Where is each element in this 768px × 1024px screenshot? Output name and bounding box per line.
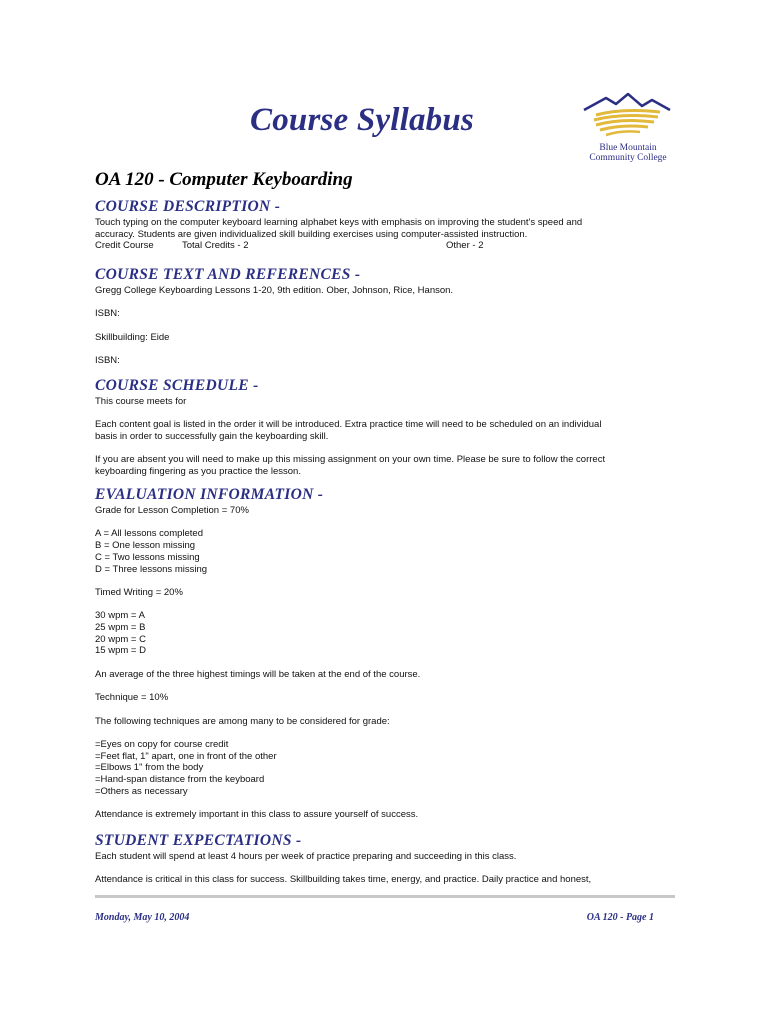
grade-line-a: A = All lessons completed xyxy=(95,528,203,540)
credits-row xyxy=(95,240,675,252)
expectations-line-1: Each student will spend at least 4 hours per week of practice preparing and succeeding in this class. xyxy=(95,851,517,862)
logo-caption xyxy=(582,143,674,163)
student-expectations-section xyxy=(95,831,675,886)
technique-item-1: =Eyes on copy for course credit xyxy=(95,738,229,750)
logo-line-1: Blue Mountain xyxy=(599,143,657,153)
wpm-line-c: 20 wpm = C xyxy=(95,633,146,645)
page-title: Course Syllabus xyxy=(250,102,474,138)
isbn-line-1: ISBN: xyxy=(95,308,120,320)
schedule-line-1: This course meets for xyxy=(95,396,187,407)
college-logo xyxy=(582,88,674,168)
footer-date: Monday, May 10, 2004 xyxy=(95,912,190,923)
technique-line: Technique = 10% xyxy=(95,692,169,704)
course-title: OA 120 - Computer Keyboarding xyxy=(95,169,353,190)
evaluation-section xyxy=(95,485,675,821)
grade-line-c: C = Two lessons missing xyxy=(95,551,200,563)
timed-writing-line: Timed Writing = 20% xyxy=(95,586,183,598)
course-description-section xyxy=(95,197,675,252)
grade-line-d: D = Three lessons missing xyxy=(95,563,208,575)
footer-divider xyxy=(95,895,675,898)
credit-course-label: Credit Course xyxy=(95,240,154,252)
expectations-line-2: Attendance is critical in this class for success. Skillbuilding takes time, energy, and practice. Daily practice and honest, xyxy=(95,874,592,886)
course-schedule-heading: COURSE SCHEDULE - xyxy=(95,377,259,394)
course-text-heading: COURSE TEXT AND REFERENCES - xyxy=(95,266,361,283)
average-note-line: An average of the three highest timings will be taken at the end of the course. xyxy=(95,668,421,680)
wpm-line-d: 15 wpm = D xyxy=(95,645,146,657)
technique-item-4: =Hand-span distance from the keyboard xyxy=(95,774,265,786)
logo-line-2: Community College xyxy=(589,153,667,163)
evaluation-heading: EVALUATION INFORMATION - xyxy=(95,486,324,503)
technique-item-5: =Others as necessary xyxy=(95,785,188,797)
skillbuilding-line: Skillbuilding: Eide xyxy=(95,331,170,343)
other-credits-label: Other - 2 xyxy=(446,240,484,252)
textbook-line: Gregg College Keyboarding Lessons 1-20, 9th edition. Ober, Johnson, Rice, Hanson. xyxy=(95,285,454,296)
technique-item-3: =Elbows 1" from the body xyxy=(95,762,204,774)
isbn-line-2: ISBN: xyxy=(95,355,120,367)
course-text-section xyxy=(95,265,675,367)
schedule-para2-line-1: Each content goal is listed in the order it will be introduced. Extra practice time will need to be scheduled on an individual xyxy=(95,419,602,431)
mountain-logo-icon xyxy=(582,88,674,144)
course-schedule-section xyxy=(95,376,675,478)
techniques-intro-line: The following techniques are among many to be considered for grade: xyxy=(95,715,390,727)
footer-page-number: OA 120 - Page 1 xyxy=(586,912,654,923)
technique-item-2: =Feet flat, 1" apart, one in front of the other xyxy=(95,750,277,762)
course-description-heading: COURSE DESCRIPTION - xyxy=(95,198,281,215)
wpm-line-b: 25 wpm = B xyxy=(95,621,146,633)
grade-line-b: B = One lesson missing xyxy=(95,540,196,552)
schedule-para3-line-2: keyboarding fingering as you practice the lesson. xyxy=(95,466,301,478)
attendance-line: Attendance is extremely important in this class to assure yourself of success. xyxy=(95,809,419,821)
lesson-completion-line: Grade for Lesson Completion = 70% xyxy=(95,505,249,516)
description-line-2: accuracy. Students are given individualized skill building exercises using computer-assisted instruction. xyxy=(95,228,528,240)
wpm-line-a: 30 wpm = A xyxy=(95,610,145,622)
total-credits-label: Total Credits - 2 xyxy=(182,240,249,252)
student-expectations-heading: STUDENT EXPECTATIONS - xyxy=(95,832,302,849)
description-line-1: Touch typing on the computer keyboard learning alphabet keys with emphasis on improving the student's speed and xyxy=(95,217,583,228)
schedule-para3-line-1: If you are absent you will need to make up this missing assignment on your own time. Please be sure to follow the correct xyxy=(95,454,606,466)
schedule-para2-line-2: basis in order to successfully gain the keyboarding skill. xyxy=(95,431,329,443)
